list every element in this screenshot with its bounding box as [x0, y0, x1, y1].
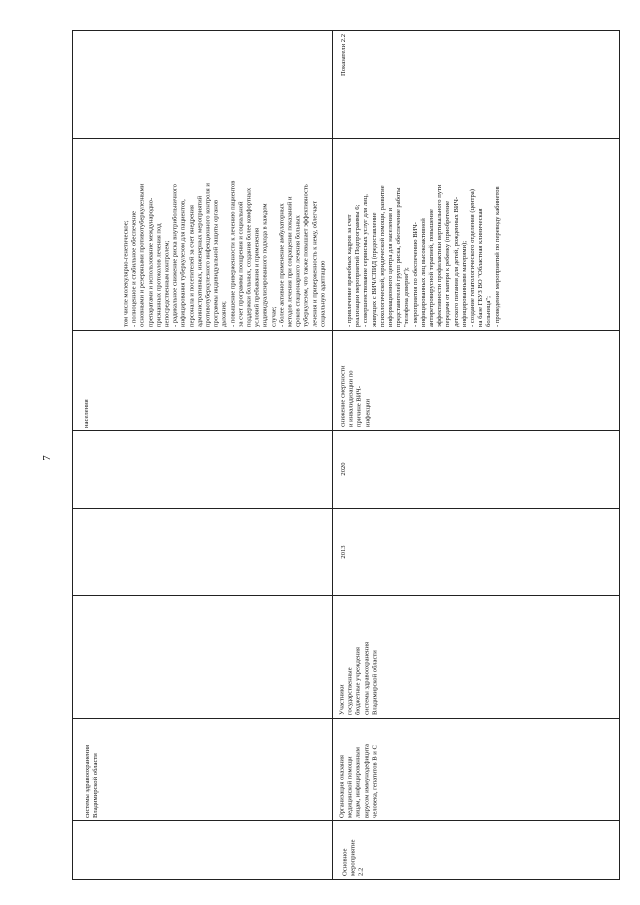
row2-col1-cell	[334, 820, 374, 878]
row1-col7-line: непосредственным контролем;	[163, 240, 171, 327]
row1-col7-line: признанных протоколов лечения под	[155, 223, 163, 327]
row1-col7-line: - повышение приверженности к лечению пациентов	[229, 180, 237, 327]
row2-col7-line: передачи от матери к ребенку (приобретение	[444, 200, 452, 327]
row1-col7-line: социальную адаптацию	[319, 260, 327, 327]
row1-col7-line: противотуберкулезного инфекционного контроля и	[204, 183, 212, 327]
row2-start-year: 2013	[339, 544, 347, 559]
row1-col7-line: условий пребывания и применения	[253, 227, 261, 327]
row2-col6-line: снижение смертности	[339, 365, 347, 427]
row2-col7-line: представителей групп риска, обеспечение работы	[395, 187, 403, 327]
row2-col1-line: Основное	[341, 848, 349, 876]
row2-col5-cell	[334, 430, 354, 508]
row2-col2-line: лицам, инфицированным	[354, 747, 362, 818]
row1-col7-line: персонала и посетителей за счет внедрения	[188, 205, 196, 327]
row2-col6-cell	[334, 330, 378, 430]
row1-col7-line: инфицирования туберкулезом для пациентов,	[179, 199, 187, 327]
row1-col7-line: туберкулезом, что также повышает эффективность	[302, 184, 310, 327]
row2-col6-line: инфекции	[364, 398, 372, 427]
row1-col7-line: случае;	[270, 306, 278, 327]
page-number: 7	[40, 455, 53, 461]
row2-col7-line: на базе ГБУЗ ВО "Областная клиническая	[477, 208, 485, 327]
row2-col3-line: бюджетные учреждения	[354, 646, 362, 715]
row2-col7-line: реализации мероприятий Подпрограммы 6;	[354, 204, 362, 327]
row-divider	[332, 30, 333, 880]
row2-col2-cell	[334, 718, 384, 820]
row2-col7-line: - создание гепатологического отделения (центра)	[469, 189, 477, 327]
row2-indicator-ref: Показатели 2.2	[339, 34, 347, 76]
row1-col7-line: индивидуализированного подхода в каждом	[261, 203, 269, 327]
row1-col7-line: методов лечения при сокращении показаний и	[286, 196, 294, 327]
row2-col7-line: больница";	[485, 296, 493, 327]
row1-col7-line: том числе молекулярно-генетическое;	[122, 220, 130, 327]
row2-col7-line: инфицированными матерями);	[460, 240, 468, 327]
row2-col3-cell	[334, 595, 384, 718]
row2-col7-line: инфицированных лиц высокоактивной	[419, 218, 427, 327]
row1-col2-line: Владимирской области	[92, 753, 99, 818]
row1-col7-line: сроков стационарного лечения больных	[294, 215, 302, 327]
row2-col7-line: эффективности профилактики вертикального пути	[436, 184, 444, 327]
row2-end-year: 2020	[339, 462, 347, 476]
row2-col7-line: информационного центра для населения и	[387, 207, 395, 327]
row2-col7-cell	[334, 138, 514, 330]
row1-col7-line: за счет программы поощрения и социальной	[237, 201, 245, 327]
row2-col7-line: антиретровирусной терапией, повышение	[428, 209, 436, 327]
row2-col8-cell	[334, 30, 354, 138]
row1-col7-line: основными и резервными противотуберкулезными	[138, 183, 146, 327]
row2-col7-line: "телефона доверия");	[403, 267, 411, 327]
row2-col1-line: 2.2	[358, 867, 366, 876]
row2-col3-line: государственные	[346, 666, 354, 715]
row1-col7-line: поддержки больных, создания более комфортных	[245, 187, 253, 327]
row2-col2-line: медицинской помощи	[346, 756, 354, 818]
row1-col7-line: дыхания;	[220, 301, 228, 327]
row1-col7-line: административных, инженерных мероприятий	[196, 195, 204, 327]
row2-col3-line: Участники	[338, 683, 346, 715]
row1-col7-line: программы индивидуальной защиты органов	[212, 199, 220, 327]
row2-col7-line: - проведение мероприятий по переводу кабинетов	[493, 186, 501, 327]
row1-col7-line: - более активное применение амбулаторных	[278, 203, 286, 327]
row1-col7-line: - радикальное снижение риска внутрибольничного	[171, 184, 179, 327]
row1-col7-line: - полноценное и стабильное обеспечение	[130, 211, 138, 327]
row1-col6-line: населения	[82, 399, 90, 428]
row1-col2-cell	[72, 718, 112, 820]
row2-col7-line: - совершенствование сервисных услуг для лиц,	[362, 194, 370, 327]
row2-col3-line: системы здравоохранения	[363, 641, 371, 715]
row1-col7-line: препаратами и использование международно-	[147, 197, 155, 327]
row2-col6-line: и инвалидизации по	[347, 370, 355, 427]
row1-col6-cell	[72, 330, 102, 430]
row2-col2-line: Организация оказания	[338, 755, 346, 818]
row2-col7-line: - привлечение врачебных кадров за счет	[346, 214, 354, 327]
row2-col7-line: детского питания для детей, рожденных ВИЧ-	[452, 196, 460, 327]
row2-col2-line: человека, гепатитов В и С	[371, 745, 379, 818]
row1-col7-line: лечения и приверженность к нему, облегчает	[311, 200, 319, 327]
row2-col6-line: причине ВИЧ-	[356, 386, 363, 427]
row2-col3-line: Владимирской области	[371, 649, 379, 715]
row2-col7-line: живущих с ВИЧ/СПИД (предоставление	[370, 212, 378, 327]
row1-col7-cell	[118, 138, 332, 330]
row1-col2-line: системы здравоохранения	[83, 744, 91, 818]
row2-col7-line: - мероприятия по обеспечению ВИЧ-	[411, 222, 419, 327]
rotated-program-table	[72, 30, 620, 880]
row2-col7-line: психологической, юридической помощи, развитие	[378, 185, 386, 327]
row2-col1-line: мероприятие	[349, 839, 357, 876]
row2-col4-cell	[334, 508, 354, 595]
row2-col2-line: вирусом иммунодефицита	[363, 744, 371, 818]
